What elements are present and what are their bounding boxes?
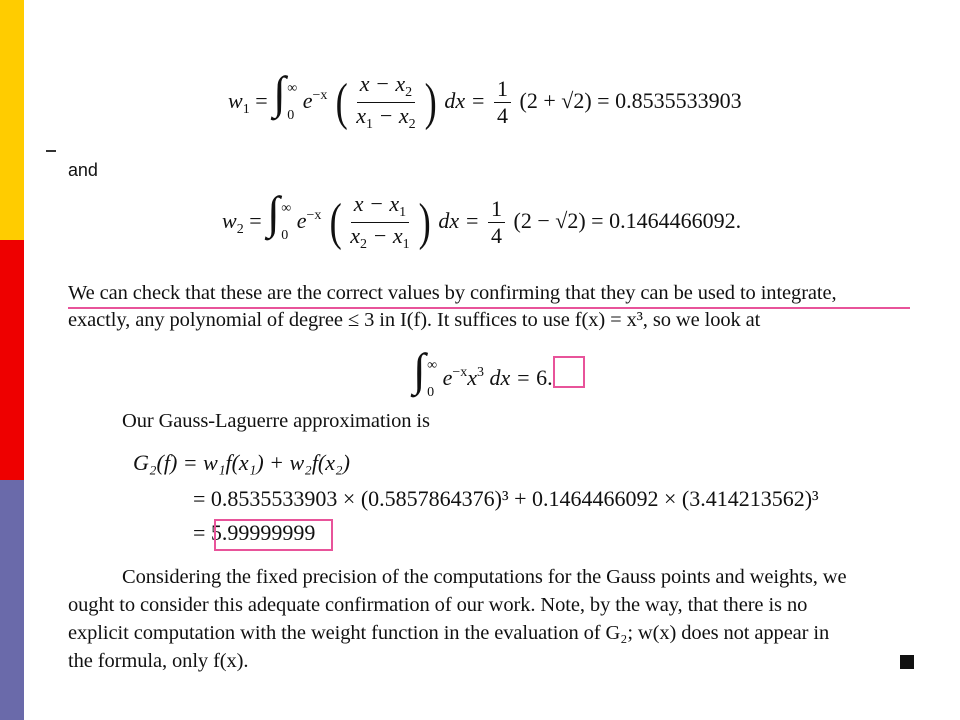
w1-symbol: w	[228, 88, 243, 113]
denominator-subscript-a: 1	[365, 117, 373, 133]
coef-numerator: 1	[494, 78, 511, 103]
denominator-subscript-b: 2	[408, 117, 416, 133]
denominator-term-a: x	[350, 223, 360, 249]
lagrange-fraction	[353, 73, 418, 132]
integral-lower-limit: 0	[287, 107, 295, 123]
g2-result-value: 5.99999999	[210, 520, 316, 545]
coef-numerator: 1	[488, 198, 505, 223]
paragraph-check-line2: exactly, any polynomial of degree ≤ 3 in I(f). It suffices to use f(x) = x³, so we look at	[68, 309, 761, 331]
sidebar-purple-segment	[0, 480, 24, 720]
result-highlight-box	[214, 519, 333, 551]
exp-power: −x	[306, 208, 322, 223]
conclusion-line1: Considering the fixed precision of the computations for the Gauss points and weights, we	[122, 566, 847, 588]
integral-upper-limit: ∞	[427, 358, 438, 374]
and-text: and	[68, 160, 98, 180]
result-highlight-box	[553, 356, 585, 388]
w1-subscript: 1	[242, 102, 250, 117]
integral-sign: ∫	[273, 67, 286, 118]
approximation-intro: Our Gauss-Laguerre approximation is	[122, 410, 430, 432]
integrand-base: e	[442, 365, 453, 390]
coef-denominator: 4	[497, 103, 509, 129]
coefficient-fraction	[494, 78, 511, 127]
conclusion-line2: ought to consider this adequate confirmation of our work. Note, by the way, that there is no	[68, 594, 808, 616]
equation-w1: $w_1$ = ∫ ∞ 0 $e^{-x}$ ( $\frac{x - x_2}{x_1 - x_2}$ ) dx = $\frac{1}{4}$ (2 + √2) = 0.8535533903	[228, 67, 742, 133]
integral-lower-limit: 0	[281, 227, 289, 243]
x-power: 3	[477, 365, 485, 380]
integral-result: 6.	[536, 365, 553, 390]
exp-power: −x	[312, 88, 328, 103]
x-symbol: x	[467, 365, 478, 390]
w2-symbol: w	[222, 208, 237, 233]
sidebar-yellow-segment	[0, 0, 24, 240]
coefficient-fraction	[488, 198, 505, 247]
integrand-power: −x	[452, 365, 468, 380]
integral-sign: ∫	[267, 187, 280, 238]
g2-definition: G₂(f) = w₁f(x₁) + w₂f(x₂)	[133, 450, 350, 475]
denominator-term-a: x	[356, 103, 366, 129]
differential: dx =	[438, 208, 480, 233]
equals-sign: =	[193, 520, 206, 545]
integral-upper-limit: ∞	[281, 201, 292, 217]
exp-base: e	[302, 88, 313, 113]
w1-value: (2 + √2) = 0.8535533903	[519, 88, 742, 113]
g2-substitution: = 0.8535533903 × (0.5857864376)³ + 0.1464466092 × (3.414213562)³	[193, 486, 819, 511]
differential: dx =	[444, 88, 486, 113]
integral-sign: ∫	[413, 344, 426, 395]
sidebar-red-segment	[0, 240, 24, 480]
coef-denominator: 4	[491, 223, 503, 249]
w2-subscript: 2	[236, 222, 244, 237]
denominator-subscript-a: 2	[359, 237, 367, 253]
lagrange-fraction	[347, 193, 412, 252]
denominator-term-b: − x	[366, 223, 403, 249]
denominator-term-b: − x	[372, 103, 409, 129]
fraction-numerator: x − x	[359, 71, 406, 97]
conclusion-line3: explicit computation with the weight function in the evaluation of G₂; w(x) does not appear in	[68, 622, 830, 644]
stray-dash-mark	[46, 150, 56, 152]
decorative-sidebar	[0, 0, 24, 720]
integral-upper-limit: ∞	[287, 81, 298, 97]
exp-base: e	[296, 208, 307, 233]
paragraph-check-line1: We can check that these are the correct values by confirming that they can be used to integrate,	[68, 282, 837, 304]
denominator-subscript-b: 1	[402, 237, 410, 253]
qed-square-icon	[900, 655, 914, 669]
integral-lower-limit: 0	[427, 384, 435, 400]
numerator-subscript: 2	[405, 85, 413, 101]
fraction-numerator: x − x	[353, 191, 400, 217]
differential: dx =	[484, 365, 537, 390]
w2-value: (2 − √2) = 0.1464466092.	[513, 208, 742, 233]
equation-test-integral	[413, 344, 553, 407]
equation-w2: $w_2$ = ∫ ∞ 0 $e^{-x}$ ( $\frac{x - x_1}{x_2 - x_1}$ ) dx = $\frac{1}{4}$ (2 − √2) = 0.1464466092.	[222, 187, 742, 253]
numerator-subscript: 1	[399, 205, 407, 221]
conclusion-line4: the formula, only f(x).	[68, 650, 249, 672]
